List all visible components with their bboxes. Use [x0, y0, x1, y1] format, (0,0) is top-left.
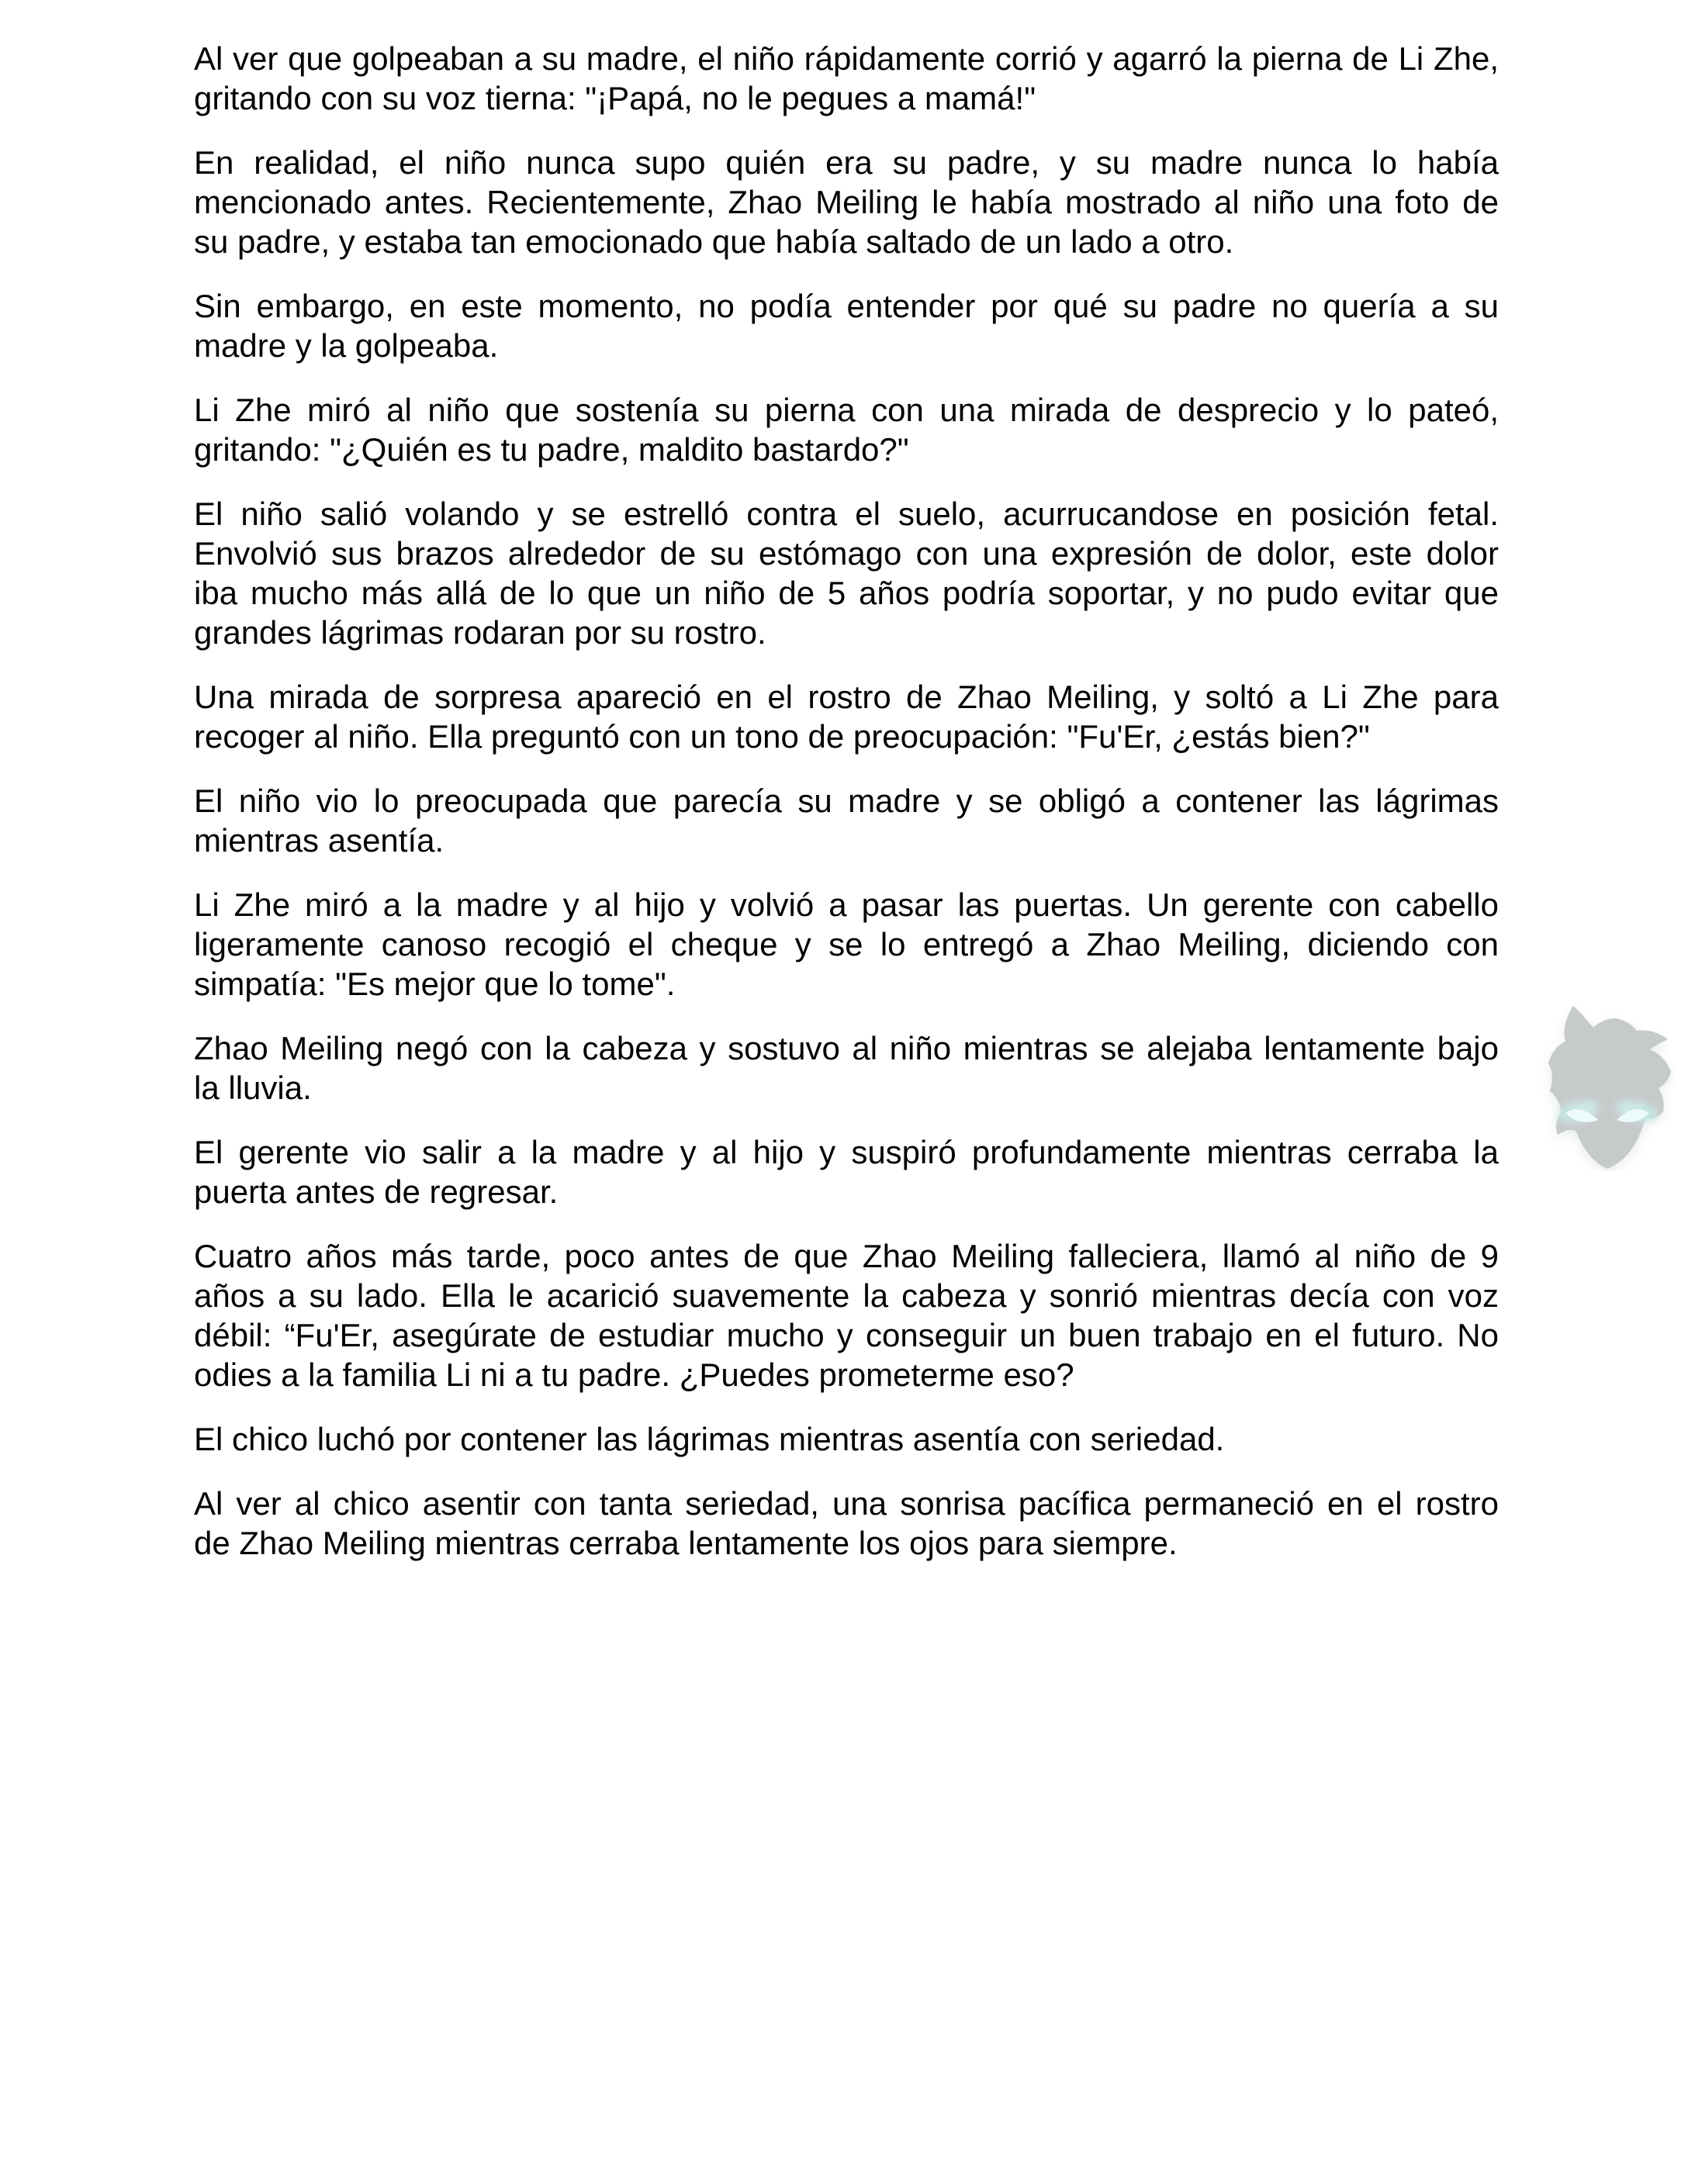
paragraph [194, 1419, 1499, 1459]
text-line: Al ver al chico asentir con tanta seriedad, una sonrisa pacífica permaneció en el rostro [194, 1485, 1499, 1522]
text-line: recoger al niño. Ella preguntó con un tono de preocupación: "Fu'Er, ¿estás bien?" [194, 718, 1370, 755]
text-line: simpatía: "Es mejor que lo tome". [194, 966, 676, 1002]
text-line: mencionado antes. Recientemente, Zhao Meiling le había mostrado al niño una foto de [194, 184, 1499, 220]
text-line: la lluvia. [194, 1070, 312, 1106]
text-line: madre y la golpeaba. [194, 327, 499, 364]
paragraph [194, 286, 1499, 365]
demon-head-watermark-icon [1542, 1004, 1674, 1171]
text-line: gritando: "¿Quién es tu padre, maldito bastardo?" [194, 431, 909, 468]
text-line: de Zhao Meiling mientras cerraba lentamente los ojos para siempre. [194, 1525, 1178, 1561]
paragraph [194, 1132, 1499, 1211]
text-line: El niño vio lo preocupada que parecía su madre y se obligó a contener las lágrimas [194, 783, 1499, 819]
text-line: ligeramente canoso recogió el cheque y se lo entregó a Zhao Meiling, diciendo con [194, 926, 1499, 962]
text-line: iba mucho más allá de lo que un niño de 5 años podría soportar, y no pudo evitar que [194, 575, 1499, 611]
paragraph [194, 390, 1499, 469]
text-line: El gerente vio salir a la madre y al hijo y suspiró profundamente mientras cerraba la [194, 1134, 1499, 1170]
left-eye [1565, 1109, 1598, 1122]
paragraph [194, 1236, 1499, 1394]
text-line: Li Zhe miró al niño que sostenía su pierna con una mirada de desprecio y lo pateó, [194, 392, 1499, 428]
watermark-head-silhouette [1548, 1006, 1671, 1169]
text-line: puerta antes de regresar. [194, 1173, 559, 1210]
text-line: gritando con su voz tierna: "¡Papá, no le pegues a mamá!" [194, 80, 1036, 116]
demon-head-svg [1542, 1004, 1674, 1171]
text-line: Envolvió sus brazos alrededor de su estómago con una expresión de dolor, este dolor [194, 535, 1499, 572]
text-line: Cuatro años más tarde, poco antes de que Zhao Meiling falleciera, llamó al niño de 9 [194, 1238, 1499, 1274]
left-eye-glow [1555, 1097, 1601, 1126]
document-body [194, 39, 1499, 1588]
paragraph [194, 781, 1499, 860]
paragraph [194, 143, 1499, 261]
text-line: Sin embargo, en este momento, no podía entender por qué su padre no quería a su [194, 288, 1499, 324]
text-line: Una mirada de sorpresa apareció en el rostro de Zhao Meiling, y soltó a Li Zhe para [194, 679, 1499, 715]
text-line: grandes lágrimas rodaran por su rostro. [194, 614, 766, 651]
text-line: mientras asentía. [194, 822, 444, 859]
right-eye-glow [1614, 1097, 1660, 1126]
paragraph [194, 1484, 1499, 1563]
text-line: Al ver que golpeaban a su madre, el niño rápidamente corrió y agarró la pierna de Li Zhe, [194, 40, 1499, 77]
left-eye-accent [1564, 1108, 1573, 1118]
paragraph [194, 39, 1499, 118]
paragraph [194, 677, 1499, 756]
text-line: Li Zhe miró a la madre y al hijo y volvió a pasar las puertas. Un gerente con cabello [194, 886, 1499, 923]
text-line: débil: “Fu'Er, asegúrate de estudiar mucho y conseguir un buen trabajo en el futuro. No [194, 1317, 1499, 1353]
paragraph [194, 1028, 1499, 1108]
paragraph [194, 885, 1499, 1004]
text-line: El chico luchó por contener las lágrimas mientras asentía con seriedad. [194, 1421, 1225, 1457]
text-line: su padre, y estaba tan emocionado que había saltado de un lado a otro. [194, 223, 1234, 260]
text-line: años a su lado. Ella le acarició suavemente la cabeza y sonrió mientras decía con voz [194, 1277, 1499, 1314]
right-eye [1617, 1109, 1649, 1122]
text-line: El niño salió volando y se estrelló contra el suelo, acurrucandose en posición fetal. [194, 496, 1499, 532]
watermark-halo [1548, 1010, 1671, 1171]
text-line: odies a la familia Li ni a tu padre. ¿Puedes prometerme eso? [194, 1356, 1074, 1393]
paragraph [194, 494, 1499, 652]
right-eye-accent [1641, 1108, 1651, 1118]
text-line: En realidad, el niño nunca supo quién era su padre, y su madre nunca lo había [194, 144, 1499, 181]
text-line: Zhao Meiling negó con la cabeza y sostuvo al niño mientras se alejaba lentamente bajo [194, 1030, 1499, 1066]
